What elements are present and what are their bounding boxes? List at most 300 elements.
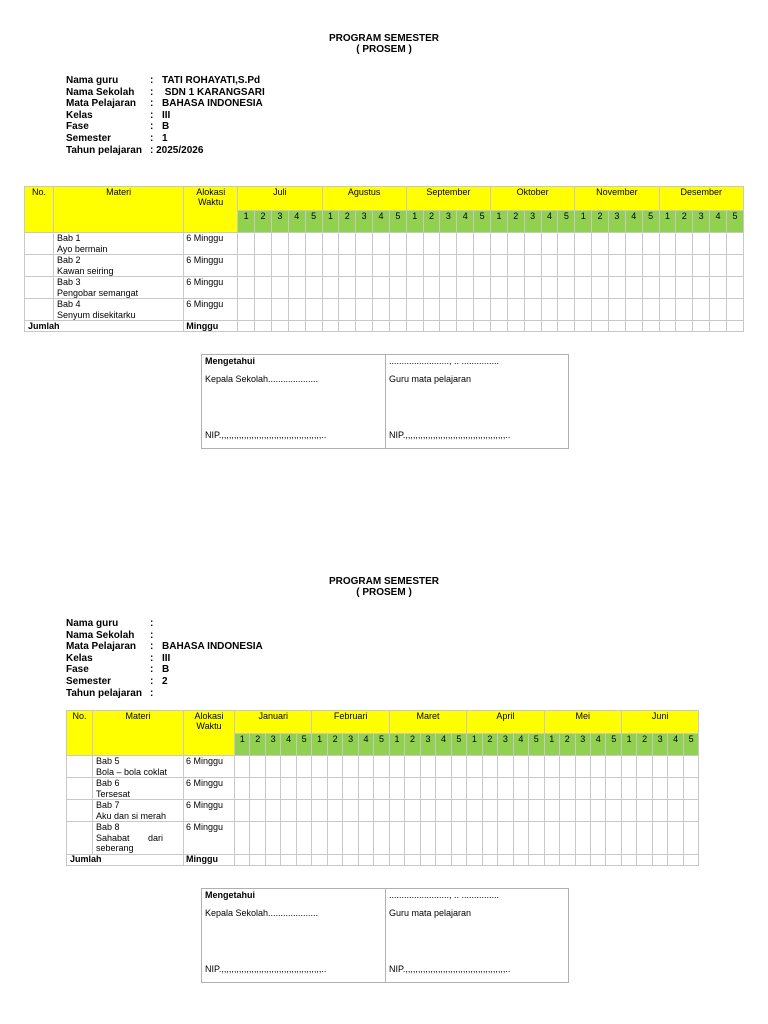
schedule-cell [491, 321, 508, 332]
schedule-cell [389, 822, 404, 855]
schedule-cell [668, 756, 683, 778]
topic-label: Pengobar semangat [57, 287, 139, 298]
schedule-cell [436, 778, 451, 800]
kepala-sekolah-label: Kepala Sekolah.................... [205, 908, 319, 918]
schedule-cell [474, 233, 491, 255]
table-row [67, 778, 699, 800]
schedule-cell [507, 321, 524, 332]
schedule-cell [322, 299, 339, 321]
schedule-cell [513, 854, 528, 865]
schedule-cell [710, 321, 727, 332]
row-no [67, 822, 93, 855]
schedule-cell [507, 233, 524, 255]
schedule-cell [358, 756, 373, 778]
signature-left [202, 889, 385, 982]
schedule-cell [642, 321, 659, 332]
schedule-cell [560, 778, 575, 800]
week-number: 2 [676, 211, 693, 233]
nip-right: NIP.,,,,,,,,,,,,,,,,,,,,,,,,,,,,,,,,,,,,,,,,.. [389, 430, 511, 440]
schedule-cell [420, 854, 435, 865]
week-number: 5 [305, 211, 322, 233]
schedule-cell [541, 321, 558, 332]
schedule-cell [659, 233, 676, 255]
week-number: 5 [642, 211, 659, 233]
schedule-cell [312, 800, 327, 822]
week-number: 4 [358, 734, 373, 756]
schedule-cell [637, 800, 652, 822]
table-row [25, 233, 744, 255]
topic-label: Ayo bermain [57, 243, 108, 254]
schedule-cell [420, 800, 435, 822]
schedule-cell [255, 299, 272, 321]
schedule-cell [683, 822, 698, 855]
schedule-cell [529, 778, 545, 800]
schedule-cell [575, 277, 592, 299]
schedule-cell [507, 299, 524, 321]
info-row-mapel: Mata Pelajaran : BAHASA INDONESIA [66, 98, 263, 110]
schedule-cell [406, 321, 423, 332]
schedule-cell [524, 233, 541, 255]
schedule-cell [683, 778, 698, 800]
topic-label: Tersesat [96, 788, 131, 799]
schedule-cell [524, 321, 541, 332]
schedule-cell [529, 822, 545, 855]
schedule-cell [457, 233, 474, 255]
row-alokasi: 6 Minggu [184, 233, 238, 255]
schedule-cell [676, 255, 693, 277]
schedule-cell [482, 756, 497, 778]
schedule-cell [389, 854, 404, 865]
schedule-cell [296, 854, 312, 865]
table-row [25, 299, 744, 321]
schedule-cell [507, 277, 524, 299]
week-number: 4 [668, 734, 683, 756]
schedule-cell [642, 233, 659, 255]
schedule-cell [676, 233, 693, 255]
week-number: 2 [250, 734, 265, 756]
week-number: 4 [288, 211, 305, 233]
schedule-cell [498, 822, 513, 855]
schedule-cell [590, 822, 605, 855]
schedule-cell [423, 233, 440, 255]
schedule-cell [606, 778, 622, 800]
month-header: Januari [235, 711, 312, 734]
schedule-cell [606, 800, 622, 822]
schedule-cell [281, 854, 296, 865]
schedule-cell [339, 255, 356, 277]
schedule-cell [271, 233, 288, 255]
schedule-cell [265, 822, 280, 855]
kepala-sekolah-label: Kepala Sekolah.................... [205, 374, 319, 384]
schedule-cell [271, 277, 288, 299]
schedule-cell [322, 255, 339, 277]
schedule-cell [406, 255, 423, 277]
row-alokasi: 6 Minggu [184, 255, 238, 277]
schedule-cell [474, 277, 491, 299]
schedule-cell [457, 277, 474, 299]
schedule-cell [343, 756, 358, 778]
schedule-cell [373, 233, 390, 255]
schedule-cell [265, 778, 280, 800]
schedule-cell [374, 800, 390, 822]
schedule-cell [305, 299, 322, 321]
week-number: 4 [541, 211, 558, 233]
schedule-cell [592, 321, 609, 332]
row-materi [54, 299, 184, 321]
schedule-cell [440, 255, 457, 277]
schedule-cell [436, 854, 451, 865]
info-row-kelas: Kelas : III [66, 109, 171, 121]
schedule-cell [693, 299, 710, 321]
week-number: 1 [312, 734, 327, 756]
schedule-cell [608, 321, 625, 332]
schedule-cell [406, 233, 423, 255]
row-materi [93, 800, 184, 822]
schedule-cell [281, 822, 296, 855]
signature-box [201, 354, 569, 449]
schedule-cell [637, 822, 652, 855]
total-unit: Minggu [184, 321, 238, 332]
week-number: 5 [474, 211, 491, 233]
bab-label: Bab 1 [57, 233, 81, 243]
week-number: 2 [592, 211, 609, 233]
schedule-cell [238, 277, 255, 299]
schedule-cell [544, 854, 559, 865]
row-no [25, 255, 54, 277]
prosem-table [66, 710, 699, 866]
schedule-cell [625, 321, 642, 332]
week-number: 1 [467, 734, 482, 756]
week-number: 2 [482, 734, 497, 756]
schedule-cell [498, 778, 513, 800]
schedule-cell [356, 255, 373, 277]
schedule-cell [726, 299, 743, 321]
schedule-cell [343, 778, 358, 800]
schedule-cell [405, 778, 420, 800]
prosem-table [24, 186, 744, 332]
schedule-cell [281, 778, 296, 800]
schedule-cell [621, 778, 636, 800]
schedule-cell [250, 822, 265, 855]
row-materi [93, 756, 184, 778]
info-block [66, 618, 263, 699]
week-number: 5 [726, 211, 743, 233]
schedule-cell [235, 800, 250, 822]
schedule-cell [281, 800, 296, 822]
info-row-mapel: Mata Pelajaran : BAHASA INDONESIA [66, 641, 263, 653]
schedule-cell [467, 822, 482, 855]
schedule-cell [423, 321, 440, 332]
schedule-cell [524, 255, 541, 277]
schedule-cell [451, 756, 467, 778]
schedule-cell [467, 778, 482, 800]
schedule-cell [451, 800, 467, 822]
topic-label: Kawan seiring [57, 265, 114, 276]
schedule-cell [250, 854, 265, 865]
week-number: 3 [652, 734, 667, 756]
schedule-cell [652, 854, 667, 865]
schedule-cell [436, 800, 451, 822]
col-header-no: No. [25, 187, 54, 233]
week-number: 1 [389, 734, 404, 756]
row-materi [54, 233, 184, 255]
schedule-cell [541, 299, 558, 321]
subtitle-line: ( PROSEM ) [356, 44, 412, 55]
schedule-cell [652, 778, 667, 800]
week-number: 1 [621, 734, 636, 756]
bab-label: Bab 8 [96, 822, 120, 832]
schedule-cell [312, 756, 327, 778]
schedule-cell [575, 233, 592, 255]
schedule-cell [405, 854, 420, 865]
schedule-cell [405, 822, 420, 855]
week-number: 1 [491, 211, 508, 233]
week-number: 3 [271, 211, 288, 233]
schedule-cell [558, 255, 575, 277]
schedule-cell [235, 756, 250, 778]
schedule-cell [436, 756, 451, 778]
schedule-cell [726, 321, 743, 332]
row-materi [93, 778, 184, 800]
schedule-cell [558, 277, 575, 299]
schedule-cell [529, 854, 545, 865]
row-materi [93, 822, 184, 855]
schedule-cell [659, 299, 676, 321]
schedule-cell [491, 233, 508, 255]
schedule-cell [544, 778, 559, 800]
row-alokasi: 6 Minggu [184, 822, 235, 855]
week-number: 5 [558, 211, 575, 233]
schedule-cell [498, 756, 513, 778]
bab-label: Bab 3 [57, 277, 81, 287]
schedule-cell [296, 778, 312, 800]
schedule-cell [281, 756, 296, 778]
schedule-cell [374, 854, 390, 865]
week-number: 5 [683, 734, 698, 756]
month-header: Agustus [322, 187, 406, 211]
schedule-cell [389, 233, 406, 255]
week-number: 4 [373, 211, 390, 233]
schedule-cell [389, 299, 406, 321]
schedule-cell [265, 854, 280, 865]
schedule-cell [592, 277, 609, 299]
schedule-cell [255, 255, 272, 277]
schedule-cell [668, 822, 683, 855]
schedule-cell [271, 255, 288, 277]
place-date: ........................, .. ............... [389, 356, 500, 366]
row-no [67, 778, 93, 800]
bab-label: Bab 7 [96, 800, 120, 810]
subtitle-line: ( PROSEM ) [356, 587, 412, 598]
schedule-cell [575, 854, 590, 865]
schedule-cell [608, 255, 625, 277]
schedule-cell [683, 854, 698, 865]
schedule-cell [544, 756, 559, 778]
topic-label: Bola – bola coklat [96, 766, 168, 777]
schedule-cell [693, 321, 710, 332]
info-block [66, 75, 265, 156]
month-header: Juli [238, 187, 322, 211]
schedule-cell [327, 756, 342, 778]
schedule-cell [541, 233, 558, 255]
bab-label: Bab 6 [96, 778, 120, 788]
schedule-cell [255, 321, 272, 332]
week-number: 3 [524, 211, 541, 233]
week-number: 3 [693, 211, 710, 233]
schedule-cell [652, 822, 667, 855]
guru-label: Guru mata pelajaran [389, 374, 472, 384]
schedule-cell [625, 255, 642, 277]
week-number: 4 [436, 734, 451, 756]
schedule-cell [440, 299, 457, 321]
schedule-cell [659, 255, 676, 277]
nip-left: NIP.,,,,,,,,,,,,,,,,,,,,,,,,,,,,,,,,,,,,,,,,.. [205, 430, 327, 440]
row-alokasi: 6 Minggu [184, 800, 235, 822]
title-line: PROGRAM SEMESTER [328, 33, 439, 44]
schedule-cell [339, 233, 356, 255]
table-row [67, 756, 699, 778]
schedule-cell [305, 277, 322, 299]
week-number: 2 [423, 211, 440, 233]
schedule-cell [305, 255, 322, 277]
week-number: 2 [560, 734, 575, 756]
schedule-cell [621, 822, 636, 855]
schedule-cell [606, 822, 622, 855]
schedule-cell [457, 321, 474, 332]
schedule-cell [467, 800, 482, 822]
schedule-cell [575, 778, 590, 800]
schedule-cell [235, 822, 250, 855]
schedule-cell [288, 321, 305, 332]
week-number: 4 [457, 211, 474, 233]
row-alokasi: 6 Minggu [184, 756, 235, 778]
schedule-cell [726, 277, 743, 299]
week-number: 1 [322, 211, 339, 233]
schedule-cell [560, 756, 575, 778]
schedule-cell [637, 854, 652, 865]
week-number: 3 [265, 734, 280, 756]
mengetahui-label: Mengetahui [205, 356, 256, 366]
col-header-no: No. [67, 711, 93, 756]
nip-left: NIP.,,,,,,,,,,,,,,,,,,,,,,,,,,,,,,,,,,,,,,,,.. [205, 964, 327, 974]
schedule-cell [356, 299, 373, 321]
schedule-cell [507, 255, 524, 277]
schedule-cell [608, 277, 625, 299]
schedule-cell [305, 321, 322, 332]
schedule-cell [288, 277, 305, 299]
schedule-cell [710, 255, 727, 277]
schedule-cell [451, 822, 467, 855]
schedule-cell [592, 299, 609, 321]
schedule-cell [683, 800, 698, 822]
week-number: 2 [507, 211, 524, 233]
schedule-cell [322, 233, 339, 255]
schedule-cell [255, 233, 272, 255]
schedule-cell [482, 800, 497, 822]
schedule-cell [590, 756, 605, 778]
schedule-cell [513, 778, 528, 800]
bab-label: Bab 4 [57, 299, 81, 309]
schedule-cell [440, 233, 457, 255]
schedule-cell [271, 299, 288, 321]
schedule-cell [312, 822, 327, 855]
month-header: November [575, 187, 659, 211]
schedule-cell [652, 800, 667, 822]
schedule-cell [637, 778, 652, 800]
schedule-cell [296, 756, 312, 778]
schedule-cell [590, 800, 605, 822]
info-row-fase: Fase : B [66, 664, 170, 676]
schedule-cell [389, 800, 404, 822]
schedule-cell [637, 756, 652, 778]
month-header: Oktober [491, 187, 575, 211]
info-row-guru: Nama guru : [66, 618, 154, 629]
row-materi [54, 277, 184, 299]
schedule-cell [575, 299, 592, 321]
schedule-cell [575, 800, 590, 822]
schedule-cell [327, 778, 342, 800]
week-number: 3 [343, 734, 358, 756]
schedule-cell [389, 778, 404, 800]
schedule-cell [659, 277, 676, 299]
schedule-cell [288, 233, 305, 255]
schedule-cell [541, 255, 558, 277]
info-row-semester: Semester : 2 [66, 675, 168, 687]
schedule-cell [606, 854, 622, 865]
schedule-cell [327, 822, 342, 855]
schedule-cell [238, 299, 255, 321]
week-number: 3 [498, 734, 513, 756]
month-header: September [406, 187, 490, 211]
schedule-cell [373, 255, 390, 277]
week-number: 1 [235, 734, 250, 756]
schedule-cell [710, 233, 727, 255]
schedule-cell [238, 233, 255, 255]
schedule-cell [373, 277, 390, 299]
week-number: 1 [406, 211, 423, 233]
schedule-cell [322, 321, 339, 332]
schedule-cell [343, 822, 358, 855]
schedule-cell [358, 800, 373, 822]
row-no [25, 299, 54, 321]
schedule-cell [693, 255, 710, 277]
week-number: 4 [513, 734, 528, 756]
schedule-cell [288, 299, 305, 321]
schedule-cell [590, 778, 605, 800]
total-label: Jumlah [25, 321, 184, 332]
table-row [67, 822, 699, 855]
week-number: 3 [420, 734, 435, 756]
schedule-cell [312, 854, 327, 865]
schedule-cell [498, 854, 513, 865]
schedule-cell [642, 255, 659, 277]
schedule-cell [710, 277, 727, 299]
schedule-cell [642, 299, 659, 321]
schedule-cell [541, 277, 558, 299]
schedule-cell [374, 756, 390, 778]
schedule-cell [491, 277, 508, 299]
nip-right: NIP.,,,,,,,,,,,,,,,,,,,,,,,,,,,,,,,,,,,,,,,,.. [389, 964, 511, 974]
week-number: 3 [356, 211, 373, 233]
schedule-cell [560, 854, 575, 865]
schedule-cell [693, 277, 710, 299]
schedule-cell [683, 756, 698, 778]
place-date: ........................, .. ............... [389, 890, 500, 900]
row-materi [54, 255, 184, 277]
schedule-cell [529, 756, 545, 778]
week-number: 2 [405, 734, 420, 756]
schedule-cell [389, 277, 406, 299]
